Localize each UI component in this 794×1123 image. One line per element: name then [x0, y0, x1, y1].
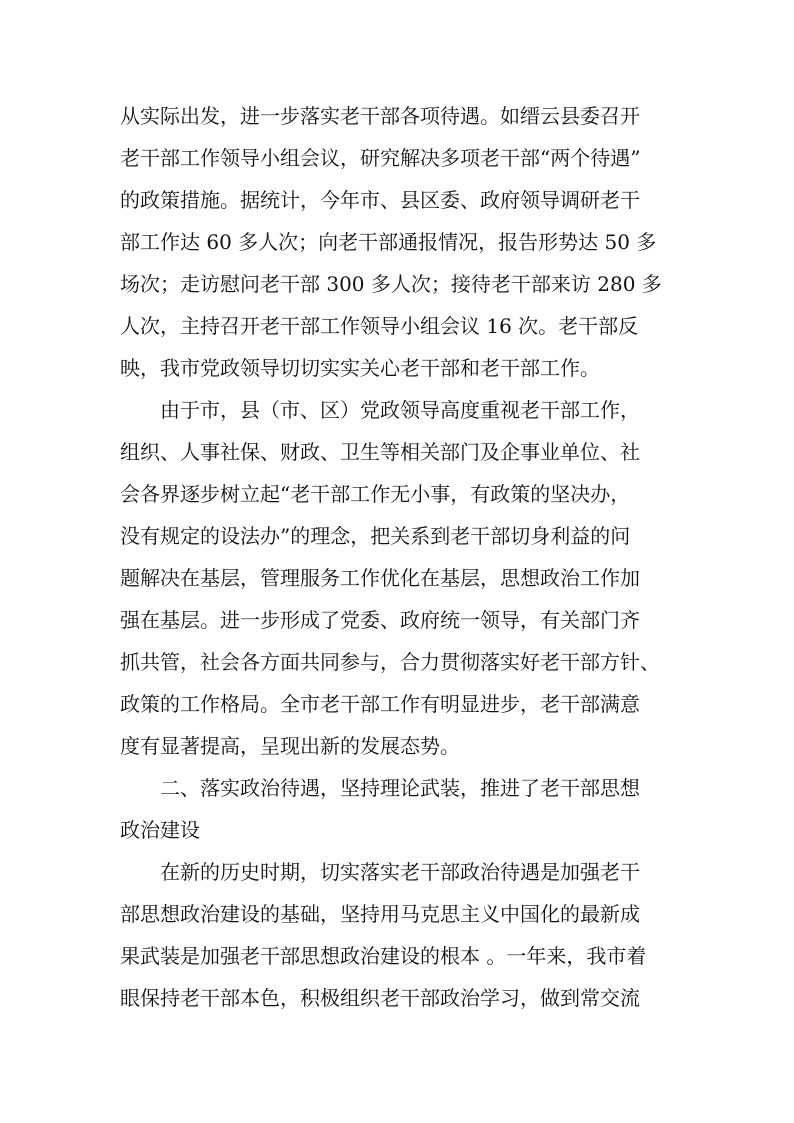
heading-line: 二、落实政治待遇，坚持理论武装，推进了老干部思想 — [160, 776, 640, 800]
text-line: 场次；走访慰问老干部 300 多人次；接待老干部来访 280 多 — [120, 272, 662, 296]
text-line: 从实际出发，进一步落实老干部各项待遇。如缙云县委召开 — [120, 104, 640, 128]
text-line: 会各界逐步树立起“老干部工作无小事，有政策的坚决办， — [120, 482, 631, 506]
text-line: 题解决在基层，管理服务工作优化在基层，思想政治工作加 — [120, 566, 640, 590]
text-line: 部思想政治建设的基础，坚持用马克思主义中国化的最新成 — [120, 902, 640, 926]
paragraph-1 — [120, 95, 676, 389]
heading-line: 政治建设 — [120, 818, 200, 842]
text-line: 度有显著提高，呈现出新的发展态势。 — [120, 734, 460, 758]
text-line: 抓共管，社会各方面共同参与，合力贯彻落实好老干部方针、 — [120, 650, 660, 674]
text-line: 政策的工作格局。全市老干部工作有明显进步，老干部满意 — [120, 692, 640, 716]
text-line: 强在基层。进一步形成了党委、政府统一领导，有关部门齐 — [120, 608, 640, 632]
text-line: 的政策措施。据统计，今年市、县区委、政府领导调研老干 — [120, 188, 640, 212]
text-line: 由于市，县（市、区）党政领导高度重视老干部工作， — [160, 398, 640, 422]
text-line: 在新的历史时期，切实落实老干部政治待遇是加强老干 — [160, 860, 640, 884]
paragraph-3 — [120, 851, 676, 1019]
paragraph-2 — [120, 389, 676, 767]
text-line: 老干部工作领导小组会议，研究解决多项老干部“两个待遇” — [120, 146, 641, 170]
text-line: 部工作达 60 多人次；向老干部通报情况，报告形势达 50 多 — [120, 230, 657, 254]
text-line: 没有规定的设法办”的理念，把关系到老干部切身利益的问 — [120, 524, 631, 548]
text-line: 组织、人事社保、财政、卫生等相关部门及企事业单位、社 — [120, 440, 640, 464]
text-line: 眼保持老干部本色，积极组织老干部政治学习，做到常交流 — [120, 986, 640, 1010]
text-line: 果武装是加强老干部思想政治建设的根本 。一年来，我市着 — [120, 944, 647, 968]
text-line: 人次，主持召开老干部工作领导小组会议 16 次。老干部反 — [120, 314, 639, 338]
text-line: 映，我市党政领导切切实实关心老干部和老干部工作。 — [120, 356, 600, 380]
section-heading — [120, 767, 676, 851]
document-body — [120, 95, 676, 1019]
